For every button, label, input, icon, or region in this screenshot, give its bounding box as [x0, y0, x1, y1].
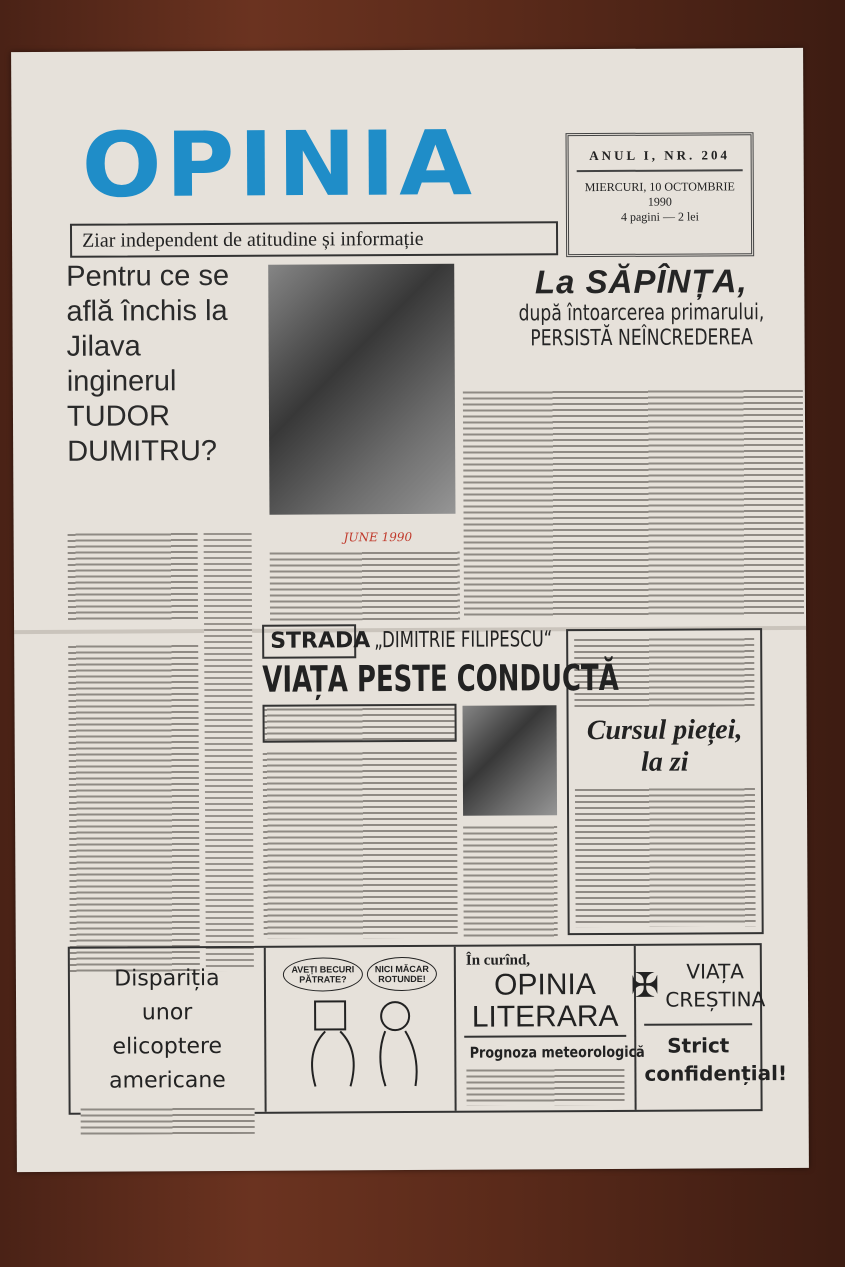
cartoon	[266, 947, 457, 1112]
weather-text	[466, 1067, 624, 1106]
helicopters-teaser	[70, 948, 267, 1113]
coming-soon-label: În curînd,	[465, 952, 531, 969]
strada-label: STRADA	[262, 624, 356, 658]
confidential-teaser: Strict confidențial!	[644, 1023, 752, 1088]
article-text	[68, 643, 200, 974]
literary-title-1: OPINIA	[494, 968, 596, 1002]
market-headline-line-1: Cursul pieței,	[586, 714, 743, 747]
issue-date: MIERCURI, 10 OCTOMBRIE	[584, 179, 735, 195]
lead-right-headline	[476, 262, 806, 352]
literary-title-2: LITERARA	[464, 1001, 626, 1038]
side-teasers	[630, 945, 788, 1110]
christian-title-1: VIAȚA	[686, 959, 745, 984]
article-text	[575, 786, 756, 927]
bottom-band	[68, 943, 788, 1115]
christian-title-2: CREȘTINA	[665, 987, 766, 1012]
issue-year: 1990	[647, 194, 672, 209]
article-text	[68, 531, 198, 622]
issue-info-box	[566, 132, 755, 257]
helicopters-headline: Dispariția unor elicoptere americane	[109, 966, 226, 1094]
article-text	[270, 550, 460, 621]
article-text	[263, 750, 458, 939]
speech-bubble: NICI MĂCAR ROTUNDE!	[367, 957, 437, 991]
bullet-summary	[262, 704, 456, 743]
market-headline-line-2: la zi	[640, 746, 689, 778]
masthead-title: OPINIA	[81, 112, 477, 219]
masthead-tagline: Ziar independent de atitudine și informație	[70, 221, 558, 258]
article-text	[81, 1106, 255, 1135]
article-text	[463, 824, 558, 937]
newspaper-page	[11, 48, 809, 1172]
handwritten-note: JUNE 1990	[343, 529, 413, 545]
speech-bubble: AVEȚI BECURI PĂTRATE?	[283, 957, 363, 991]
cross-icon: ✠	[630, 966, 660, 1005]
headline-subtitle: după întoarcerea primarului,	[518, 300, 765, 327]
cartoon-drawing	[285, 991, 436, 1092]
article-text	[204, 531, 254, 971]
weather-headline: Prognoza meteorologică	[469, 1042, 645, 1062]
street-name: „DIMITRIE FILIPESCU“	[374, 627, 553, 654]
issue-price: 4 pagini — 2 lei	[620, 209, 699, 224]
headline-subtitle-2: PERSISTĂ NEÎNCREDEREA	[530, 325, 753, 352]
pipe-photo	[463, 705, 558, 815]
lead-left-headline: Pentru ce se află închis la Jilava inginerul TUDOR DUMITRU?	[66, 259, 230, 468]
article-text	[463, 388, 804, 618]
issue-number: ANUL I, NR. 204	[577, 147, 743, 172]
middle-headline: VIAȚA PESTE CONDUCTĂ	[262, 657, 619, 701]
market-headline	[569, 714, 761, 779]
protest-photo	[268, 264, 455, 515]
literary-teaser	[456, 946, 645, 1111]
headline-sapinta: La SĂPÎNȚA,	[534, 262, 748, 301]
